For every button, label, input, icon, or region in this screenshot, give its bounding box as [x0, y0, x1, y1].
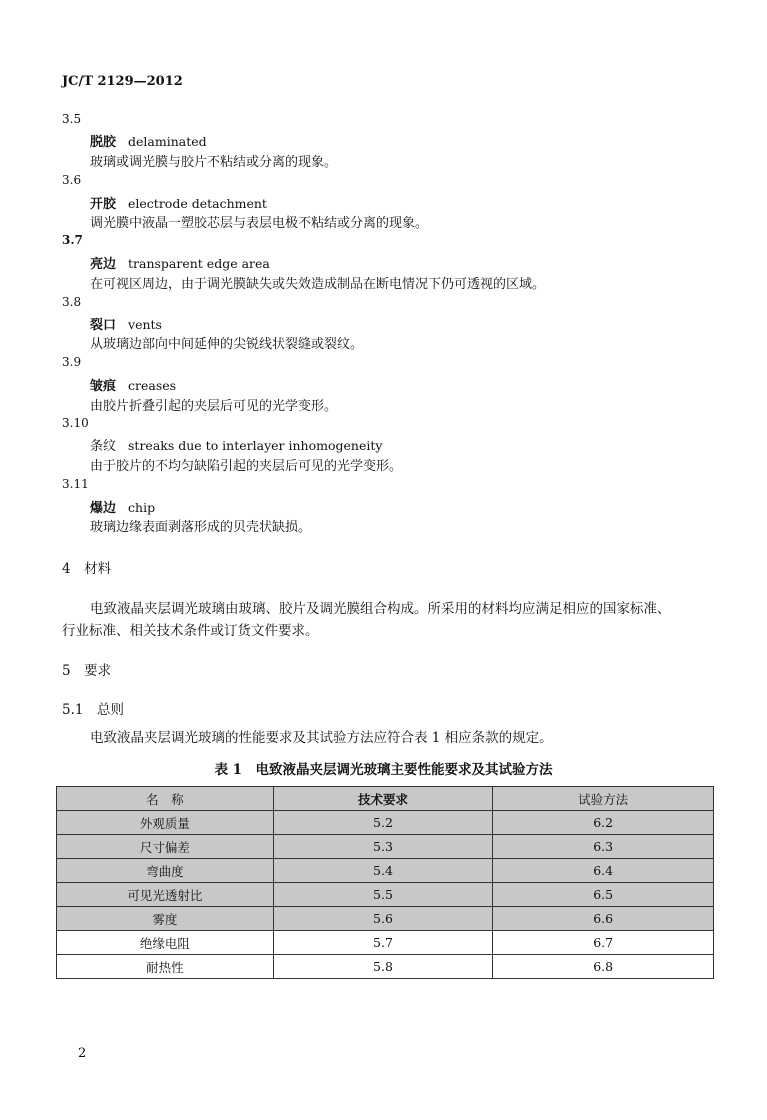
term-zh: 皱痕: [90, 379, 117, 394]
term-title: [90, 193, 267, 212]
table-row: [57, 955, 714, 979]
term-number: 3.5: [62, 112, 82, 126]
term-en: chip: [128, 500, 156, 515]
table-cell-method: 6.2: [493, 811, 714, 835]
term-number: 3.6: [62, 173, 82, 187]
term-zh: 条纹: [90, 439, 117, 454]
section-4-paragraph-line-2: 行业标准、相关技术条件或订货文件要求。: [62, 623, 319, 639]
table-cell-requirement: 5.4: [273, 859, 493, 883]
table-cell-method: 6.8: [493, 955, 714, 979]
table-cell-name: 可见光透射比: [57, 883, 274, 907]
table-title: 表 1 电致液晶夹层调光玻璃主要性能要求及其试验方法: [214, 762, 553, 778]
term-en: vents: [128, 317, 162, 332]
table-cell-requirement: 5.5: [273, 883, 493, 907]
table-cell-name: 耐热性: [57, 955, 274, 979]
page-number: 2: [78, 1046, 87, 1061]
table-cell-name: 尺寸偏差: [57, 835, 274, 859]
header-requirement: 技术要求: [273, 787, 493, 811]
table-cell-method: 6.3: [493, 835, 714, 859]
term-number: 3.11: [62, 477, 89, 491]
table-header-row: [57, 787, 714, 811]
term-title: [90, 497, 155, 516]
section-5-heading: 5 要求: [62, 663, 112, 679]
standard-code-header: JC/T 2129—2012: [62, 74, 183, 89]
term-definition: 在可视区周边，由于调光膜缺失或失效造成制品在断电情况下仍可透视的区域。: [90, 277, 546, 292]
term-title: [90, 253, 270, 272]
term-zh: 爆边: [90, 501, 117, 516]
term-zh: 脱胶: [90, 135, 117, 150]
term-en: electrode detachment: [128, 196, 267, 211]
table-cell-requirement: 5.3: [273, 835, 493, 859]
term-title: [90, 435, 382, 454]
table-row: [57, 931, 714, 955]
term-number: 3.10: [62, 416, 89, 430]
term-number: 3.8: [62, 295, 82, 309]
section-5-1-heading: 5.1 总则: [62, 702, 124, 718]
requirements-table: [56, 786, 714, 979]
term-definition: 玻璃边缘表面剥落形成的贝壳状缺损。: [90, 520, 312, 535]
term-zh: 亮边: [90, 257, 117, 272]
table-cell-name: 雾度: [57, 907, 274, 931]
term-number: 3.7: [62, 233, 83, 247]
table-row: [57, 835, 714, 859]
table-cell-requirement: 5.7: [273, 931, 493, 955]
term-definition: 从玻璃边部向中间延伸的尖锐线状裂缝或裂纹。: [90, 337, 364, 352]
term-title: [90, 131, 207, 150]
table-row: [57, 883, 714, 907]
term-en: transparent edge area: [128, 256, 270, 271]
section-4-paragraph-line-1: 电致液晶夹层调光玻璃由玻璃、胶片及调光膜组合构成。所采用的材料均应满足相应的国家标准、: [90, 601, 671, 617]
table-row: [57, 907, 714, 931]
term-title: [90, 375, 176, 394]
header-test-method: 试验方法: [493, 787, 714, 811]
table-cell-method: 6.4: [493, 859, 714, 883]
table-cell-requirement: 5.6: [273, 907, 493, 931]
table-row: [57, 811, 714, 835]
section-5-1-paragraph: 电致液晶夹层调光玻璃的性能要求及其试验方法应符合表 1 相应条款的规定。: [90, 730, 553, 746]
term-definition: 调光膜中液晶一塑胶芯层与表层电极不粘结或分离的现象。: [90, 216, 429, 231]
table-cell-requirement: 5.8: [273, 955, 493, 979]
term-en: delaminated: [128, 134, 207, 149]
table-cell-name: 弯曲度: [57, 859, 274, 883]
table-row: [57, 859, 714, 883]
header-name: 名 称: [57, 787, 274, 811]
term-zh: 裂口: [90, 318, 117, 333]
table-cell-method: 6.6: [493, 907, 714, 931]
term-title: [90, 314, 162, 333]
table-cell-name: 绝缘电阻: [57, 931, 274, 955]
term-en: creases: [128, 378, 177, 393]
table-cell-name: 外观质量: [57, 811, 274, 835]
term-zh: 开胶: [90, 197, 117, 212]
section-4-heading: 4 材料: [62, 561, 112, 577]
table-cell-method: 6.5: [493, 883, 714, 907]
table-cell-method: 6.7: [493, 931, 714, 955]
term-number: 3.9: [62, 355, 82, 369]
table-cell-requirement: 5.2: [273, 811, 493, 835]
term-en: streaks due to interlayer inhomogeneity: [128, 438, 383, 453]
term-definition: 玻璃或调光膜与胶片不粘结或分离的现象。: [90, 155, 338, 170]
term-definition: 由于胶片的不均匀缺陷引起的夹层后可见的光学变形。: [90, 459, 403, 474]
term-definition: 由胶片折叠引起的夹层后可见的光学变形。: [90, 399, 338, 414]
